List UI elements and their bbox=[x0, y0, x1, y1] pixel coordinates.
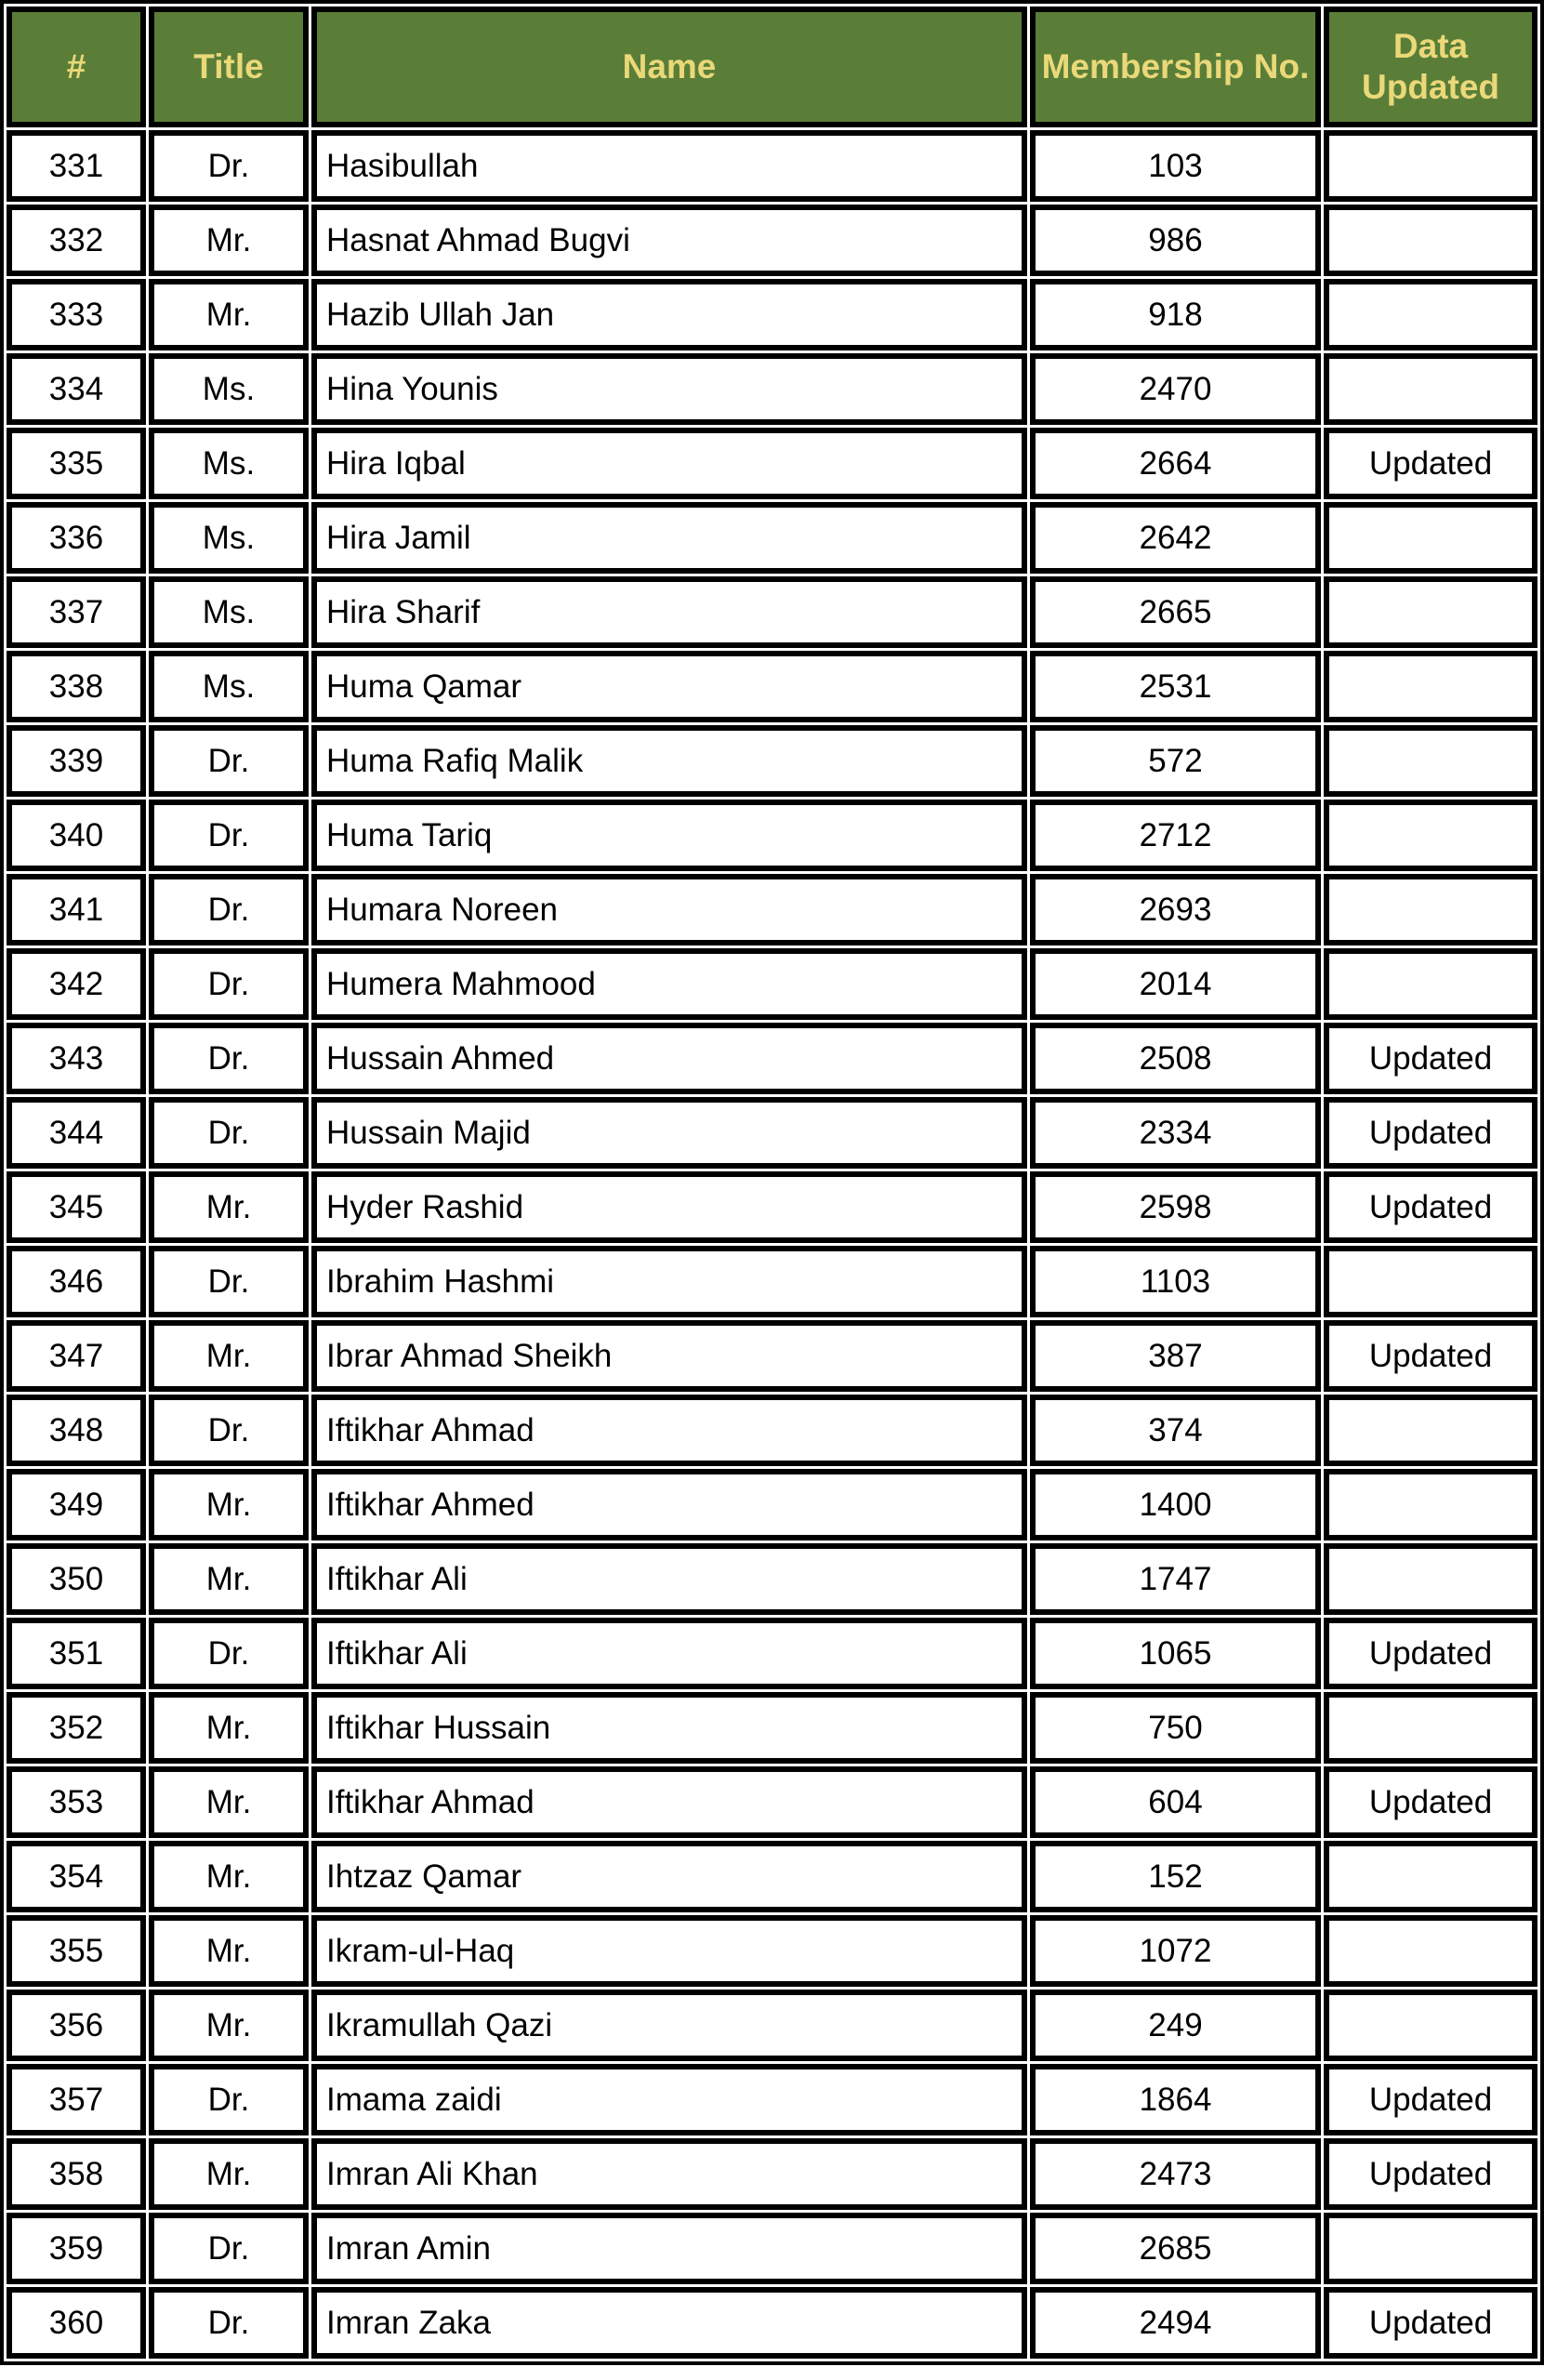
cell-name: Iftikhar Ahmad bbox=[311, 1766, 1027, 1838]
cell-membership: 2693 bbox=[1030, 874, 1321, 945]
cell-updated bbox=[1324, 1841, 1537, 1912]
cell-membership: 2531 bbox=[1030, 651, 1321, 722]
table-row bbox=[7, 1320, 1537, 1392]
cell-updated: Updated bbox=[1324, 2138, 1537, 2210]
cell-updated bbox=[1324, 205, 1537, 276]
header-cell-membership: Membership No. bbox=[1030, 7, 1321, 127]
cell-num: 343 bbox=[7, 1023, 146, 1094]
cell-name: Huma Rafiq Malik bbox=[311, 725, 1027, 797]
cell-membership: 986 bbox=[1030, 205, 1321, 276]
cell-name: Iftikhar Ahmad bbox=[311, 1395, 1027, 1466]
cell-membership: 2014 bbox=[1030, 948, 1321, 1020]
table-row bbox=[7, 205, 1537, 276]
cell-updated bbox=[1324, 353, 1537, 425]
cell-membership: 152 bbox=[1030, 1841, 1321, 1912]
cell-name: Hussain Ahmed bbox=[311, 1023, 1027, 1094]
cell-name: Ibrahim Hashmi bbox=[311, 1246, 1027, 1317]
cell-membership: 1864 bbox=[1030, 2064, 1321, 2135]
cell-membership: 2494 bbox=[1030, 2287, 1321, 2359]
cell-name: Huma Tariq bbox=[311, 800, 1027, 871]
cell-updated bbox=[1324, 1692, 1537, 1764]
cell-num: 353 bbox=[7, 1766, 146, 1838]
table-row bbox=[7, 2064, 1537, 2135]
cell-title: Dr. bbox=[149, 725, 309, 797]
cell-membership: 2664 bbox=[1030, 428, 1321, 499]
cell-num: 357 bbox=[7, 2064, 146, 2135]
cell-num: 339 bbox=[7, 725, 146, 797]
cell-updated bbox=[1324, 502, 1537, 574]
table-row bbox=[7, 1469, 1537, 1540]
cell-title: Dr. bbox=[149, 130, 309, 202]
cell-title: Mr. bbox=[149, 1692, 309, 1764]
table-row bbox=[7, 800, 1537, 871]
cell-num: 352 bbox=[7, 1692, 146, 1764]
cell-membership: 918 bbox=[1030, 279, 1321, 350]
table-row bbox=[7, 428, 1537, 499]
cell-updated: Updated bbox=[1324, 1023, 1537, 1094]
cell-membership: 2470 bbox=[1030, 353, 1321, 425]
cell-num: 331 bbox=[7, 130, 146, 202]
table-row bbox=[7, 1246, 1537, 1317]
cell-title: Dr. bbox=[149, 948, 309, 1020]
cell-title: Mr. bbox=[149, 2138, 309, 2210]
table-row bbox=[7, 651, 1537, 722]
cell-name: Ikramullah Qazi bbox=[311, 1990, 1027, 2061]
cell-title: Ms. bbox=[149, 502, 309, 574]
table-row bbox=[7, 1171, 1537, 1243]
cell-title: Dr. bbox=[149, 2213, 309, 2284]
table-row bbox=[7, 1766, 1537, 1838]
cell-updated: Updated bbox=[1324, 428, 1537, 499]
cell-num: 345 bbox=[7, 1171, 146, 1243]
cell-title: Mr. bbox=[149, 1543, 309, 1615]
cell-name: Hira Jamil bbox=[311, 502, 1027, 574]
table-body bbox=[7, 130, 1537, 2359]
table-row bbox=[7, 1990, 1537, 2061]
table-row bbox=[7, 1692, 1537, 1764]
table-row bbox=[7, 576, 1537, 648]
cell-updated: Updated bbox=[1324, 2064, 1537, 2135]
table-row bbox=[7, 2138, 1537, 2210]
cell-name: Iftikhar Ahmed bbox=[311, 1469, 1027, 1540]
cell-name: Hira Sharif bbox=[311, 576, 1027, 648]
cell-num: 337 bbox=[7, 576, 146, 648]
table-row bbox=[7, 1097, 1537, 1169]
cell-updated bbox=[1324, 800, 1537, 871]
cell-num: 351 bbox=[7, 1618, 146, 1689]
cell-name: Ikram-ul-Haq bbox=[311, 1915, 1027, 1987]
table-row bbox=[7, 1841, 1537, 1912]
cell-updated bbox=[1324, 1395, 1537, 1466]
cell-updated bbox=[1324, 1246, 1537, 1317]
cell-title: Mr. bbox=[149, 1915, 309, 1987]
cell-name: Iftikhar Hussain bbox=[311, 1692, 1027, 1764]
cell-membership: 374 bbox=[1030, 1395, 1321, 1466]
header-cell-title: Title bbox=[149, 7, 309, 127]
cell-title: Ms. bbox=[149, 576, 309, 648]
cell-membership: 2334 bbox=[1030, 1097, 1321, 1169]
cell-num: 348 bbox=[7, 1395, 146, 1466]
cell-num: 350 bbox=[7, 1543, 146, 1615]
table-row bbox=[7, 353, 1537, 425]
cell-title: Dr. bbox=[149, 2287, 309, 2359]
cell-name: Hina Younis bbox=[311, 353, 1027, 425]
cell-name: Hasibullah bbox=[311, 130, 1027, 202]
cell-name: Humara Noreen bbox=[311, 874, 1027, 945]
cell-updated bbox=[1324, 279, 1537, 350]
cell-title: Mr. bbox=[149, 1171, 309, 1243]
cell-membership: 604 bbox=[1030, 1766, 1321, 1838]
cell-updated bbox=[1324, 948, 1537, 1020]
cell-membership: 2642 bbox=[1030, 502, 1321, 574]
cell-title: Mr. bbox=[149, 279, 309, 350]
table-row bbox=[7, 2213, 1537, 2284]
cell-updated bbox=[1324, 1915, 1537, 1987]
cell-num: 358 bbox=[7, 2138, 146, 2210]
cell-title: Mr. bbox=[149, 205, 309, 276]
cell-membership: 387 bbox=[1030, 1320, 1321, 1392]
table-row bbox=[7, 130, 1537, 202]
cell-title: Dr. bbox=[149, 1246, 309, 1317]
cell-membership: 2508 bbox=[1030, 1023, 1321, 1094]
cell-membership: 1747 bbox=[1030, 1543, 1321, 1615]
table-row bbox=[7, 1395, 1537, 1466]
cell-num: 349 bbox=[7, 1469, 146, 1540]
cell-num: 359 bbox=[7, 2213, 146, 2284]
table-row bbox=[7, 1915, 1537, 1987]
cell-num: 341 bbox=[7, 874, 146, 945]
cell-num: 344 bbox=[7, 1097, 146, 1169]
cell-updated bbox=[1324, 1543, 1537, 1615]
table-row bbox=[7, 1618, 1537, 1689]
cell-num: 335 bbox=[7, 428, 146, 499]
cell-updated: Updated bbox=[1324, 2287, 1537, 2359]
cell-updated bbox=[1324, 1469, 1537, 1540]
cell-title: Dr. bbox=[149, 1395, 309, 1466]
cell-updated bbox=[1324, 725, 1537, 797]
cell-updated: Updated bbox=[1324, 1097, 1537, 1169]
cell-membership: 2665 bbox=[1030, 576, 1321, 648]
cell-name: Hira Iqbal bbox=[311, 428, 1027, 499]
cell-title: Dr. bbox=[149, 874, 309, 945]
cell-membership: 572 bbox=[1030, 725, 1321, 797]
cell-name: Ihtzaz Qamar bbox=[311, 1841, 1027, 1912]
cell-num: 354 bbox=[7, 1841, 146, 1912]
cell-num: 332 bbox=[7, 205, 146, 276]
cell-name: Huma Qamar bbox=[311, 651, 1027, 722]
header-cell-num: # bbox=[7, 7, 146, 127]
cell-name: Iftikhar Ali bbox=[311, 1543, 1027, 1615]
cell-num: 347 bbox=[7, 1320, 146, 1392]
header-cell-updated: Data Updated bbox=[1324, 7, 1537, 127]
table-row bbox=[7, 502, 1537, 574]
cell-title: Dr. bbox=[149, 800, 309, 871]
cell-name: Imama zaidi bbox=[311, 2064, 1027, 2135]
cell-membership: 2685 bbox=[1030, 2213, 1321, 2284]
table-row bbox=[7, 2287, 1537, 2359]
cell-name: Imran Amin bbox=[311, 2213, 1027, 2284]
cell-name: Hyder Rashid bbox=[311, 1171, 1027, 1243]
cell-title: Ms. bbox=[149, 353, 309, 425]
table-row bbox=[7, 874, 1537, 945]
cell-membership: 2712 bbox=[1030, 800, 1321, 871]
cell-title: Ms. bbox=[149, 651, 309, 722]
cell-updated bbox=[1324, 2213, 1537, 2284]
cell-name: Hazib Ullah Jan bbox=[311, 279, 1027, 350]
cell-updated: Updated bbox=[1324, 1618, 1537, 1689]
cell-membership: 750 bbox=[1030, 1692, 1321, 1764]
table-row bbox=[7, 279, 1537, 350]
cell-num: 355 bbox=[7, 1915, 146, 1987]
cell-title: Dr. bbox=[149, 2064, 309, 2135]
cell-updated bbox=[1324, 576, 1537, 648]
cell-membership: 1065 bbox=[1030, 1618, 1321, 1689]
table-row bbox=[7, 1023, 1537, 1094]
cell-title: Mr. bbox=[149, 1766, 309, 1838]
cell-name: Iftikhar Ali bbox=[311, 1618, 1027, 1689]
cell-membership: 1072 bbox=[1030, 1915, 1321, 1987]
table-header bbox=[7, 7, 1537, 127]
cell-name: Hussain Majid bbox=[311, 1097, 1027, 1169]
cell-updated bbox=[1324, 651, 1537, 722]
cell-title: Dr. bbox=[149, 1097, 309, 1169]
cell-updated bbox=[1324, 130, 1537, 202]
cell-title: Mr. bbox=[149, 1990, 309, 2061]
cell-name: Imran Ali Khan bbox=[311, 2138, 1027, 2210]
cell-title: Mr. bbox=[149, 1320, 309, 1392]
cell-num: 356 bbox=[7, 1990, 146, 2061]
cell-num: 336 bbox=[7, 502, 146, 574]
cell-name: Hasnat Ahmad Bugvi bbox=[311, 205, 1027, 276]
cell-updated: Updated bbox=[1324, 1320, 1537, 1392]
cell-num: 334 bbox=[7, 353, 146, 425]
cell-num: 360 bbox=[7, 2287, 146, 2359]
cell-title: Ms. bbox=[149, 428, 309, 499]
cell-title: Mr. bbox=[149, 1841, 309, 1912]
cell-num: 346 bbox=[7, 1246, 146, 1317]
cell-num: 338 bbox=[7, 651, 146, 722]
cell-title: Dr. bbox=[149, 1618, 309, 1689]
cell-updated bbox=[1324, 874, 1537, 945]
cell-title: Mr. bbox=[149, 1469, 309, 1540]
cell-updated: Updated bbox=[1324, 1171, 1537, 1243]
cell-name: Ibrar Ahmad Sheikh bbox=[311, 1320, 1027, 1392]
table-row bbox=[7, 1543, 1537, 1615]
cell-num: 333 bbox=[7, 279, 146, 350]
cell-membership: 1400 bbox=[1030, 1469, 1321, 1540]
cell-num: 342 bbox=[7, 948, 146, 1020]
cell-name: Imran Zaka bbox=[311, 2287, 1027, 2359]
header-row bbox=[7, 7, 1537, 127]
cell-num: 340 bbox=[7, 800, 146, 871]
cell-title: Dr. bbox=[149, 1023, 309, 1094]
cell-membership: 2473 bbox=[1030, 2138, 1321, 2210]
cell-membership: 1103 bbox=[1030, 1246, 1321, 1317]
cell-membership: 103 bbox=[1030, 130, 1321, 202]
table-row bbox=[7, 948, 1537, 1020]
cell-updated bbox=[1324, 1990, 1537, 2061]
cell-name: Humera Mahmood bbox=[311, 948, 1027, 1020]
header-cell-name: Name bbox=[311, 7, 1027, 127]
cell-membership: 2598 bbox=[1030, 1171, 1321, 1243]
cell-updated: Updated bbox=[1324, 1766, 1537, 1838]
table-row bbox=[7, 725, 1537, 797]
cell-membership: 249 bbox=[1030, 1990, 1321, 2061]
